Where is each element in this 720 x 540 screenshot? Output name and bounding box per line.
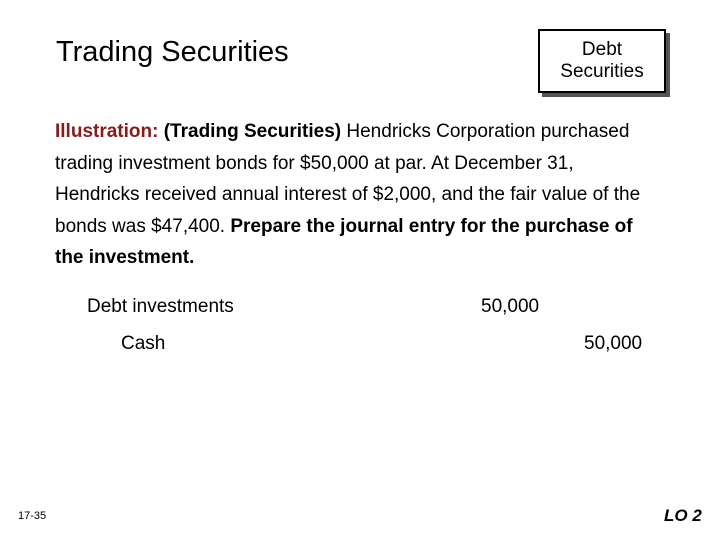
slide-title: Trading Securities [56,36,289,68]
slide-number: 17-35 [18,510,47,522]
illustration-paragraph [55,116,655,274]
debit-account: Debt investments [87,296,234,317]
topic-line-1: Debt [581,39,623,60]
credit-account: Cash [121,333,166,354]
credit-amount: 50,000 [584,333,643,354]
illustration-lead: Illustration: [55,121,159,142]
illustration-body: Hendricks Corporation purchased trading investment bonds for $50,000 at par. At December 31, Hendricks received annual interest of $2,000, and the fair value of the bonds was $47,400. [55,121,641,237]
topic-line-2: Securities [560,61,644,82]
learning-objective: LO 2 [664,506,702,525]
illustration-tag: (Trading Securities) [163,121,342,142]
debit-amount: 50,000 [481,296,540,317]
topic-box [538,29,666,93]
illustration-prompt: Prepare the journal entry for the purchase of the investment. [55,215,633,268]
